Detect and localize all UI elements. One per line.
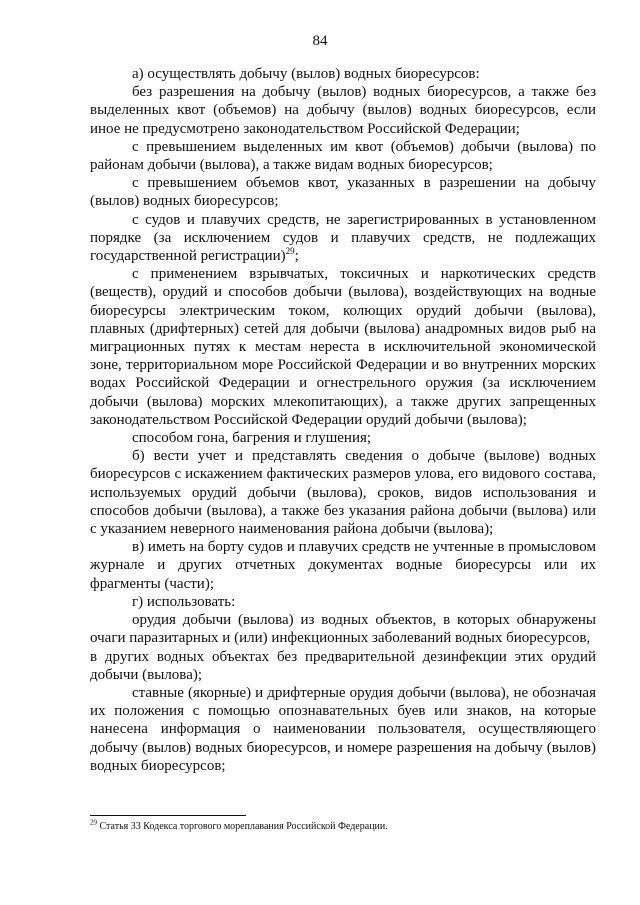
footnote [90,820,596,833]
paragraph-text: в других водных объектах без предварительной дезинфекции этих орудий добычи (вылова); [90,648,596,683]
paragraph [90,65,596,83]
paragraph-text: а) осуществлять добычу (вылов) водных биоресурсов: [132,66,480,82]
paragraph-text: в) иметь на борту судов и плавучих средств не учтенные в промысловом журнале и других отчетных документах водные биоресурсы или их фрагменты (части); [90,539,596,592]
paragraph [90,83,596,138]
paragraph-text: б) вести учет и представлять сведения о добыче (вылове) водных биоресурсов с искажением фактических размеров улова, его видового состава, используемых орудий добычи (вылова), сроков, видов использования и способов добычи (вылова), а также без указания района добычи (вылова) или с указанием неверного наименования района добычи (вылова); [90,448,596,538]
paragraph-text: способом гона, багрения и глушения; [132,430,372,447]
paragraph [90,265,596,429]
paragraph [90,174,596,210]
paragraph-text: с превышением выделенных им квот (объемов) добычи (вылова) по районам добычи (вылова), а также видам водных биоресурсов; [90,138,596,174]
paragraph [90,593,596,611]
paragraph-text: ставные (якорные) и дрифтерные орудия добычи (вылова), не обозначая их положения с помощью опознавательных буев или знаков, на которые нанесена информация о наименовании пользователя, осуществляющего добычу (вылов) водных биоресурсов, и номере разрешения на добычу (вылов) водных биоресурсов; [90,684,596,774]
paragraph [90,684,596,775]
paragraph [90,648,596,684]
footnote-text: Статья 33 Кодекса торгового мореплавания Российской Федерации. [97,821,388,832]
paragraph [90,611,596,647]
paragraph [90,429,596,447]
paragraph-text: г) использовать: [132,593,236,610]
paragraph [90,138,596,174]
footnote-reference[interactable]: 29 [285,246,295,257]
paragraph [90,211,596,266]
paragraph [90,447,596,538]
paragraph-text: с применением взрывчатых, токсичных и наркотических средств (веществ), орудий и способов добычи (вылова), воздействующих на водные биоресурсы электрическим током, колющих орудий добычи (вылова), плавных (дрифтерных) сетей для добычи (вылова) анадромных видов рыб на миграционных путях к местам нереста в исключительной экономической зоне, территориальном море Российской Федерации и во внутренних морских водах Российской Федерации и огнестрельного оружия (за исключением добычи (вылова) морских млекопитающих), а также других запрещенных законодательством Российской Федерации орудий добычи (вылова); [90,266,596,428]
body-text [90,65,596,775]
footnote-marker: 29 [90,818,97,827]
paragraph-text-end: ; [294,248,299,265]
paragraph [90,538,596,593]
paragraph-text: без разрешения на добычу (вылов) водных биоресурсов, а также без выделенных квот (объемов) на добычу (вылов) водных биоресурсов, если иное не предусмотрено законодательством Российской Федерации; [90,84,596,137]
paragraph-text: с судов и плавучих средств, не зарегистрированных в установленном порядке (за исключением судов и плавучих средств, не подлежащих государственной регистрации) [90,211,596,265]
paragraph-text: орудия добычи (вылова) из водных объектов, в которых обнаружены очаги паразитарных и (или) инфекционных заболеваний водных биоресурсов, [90,612,596,647]
page-number: 84 [312,33,328,49]
paragraph-text: с превышением объемов квот, указанных в разрешении на добычу (вылов) водных биоресурсов; [90,175,596,210]
footnote-divider [90,815,246,816]
